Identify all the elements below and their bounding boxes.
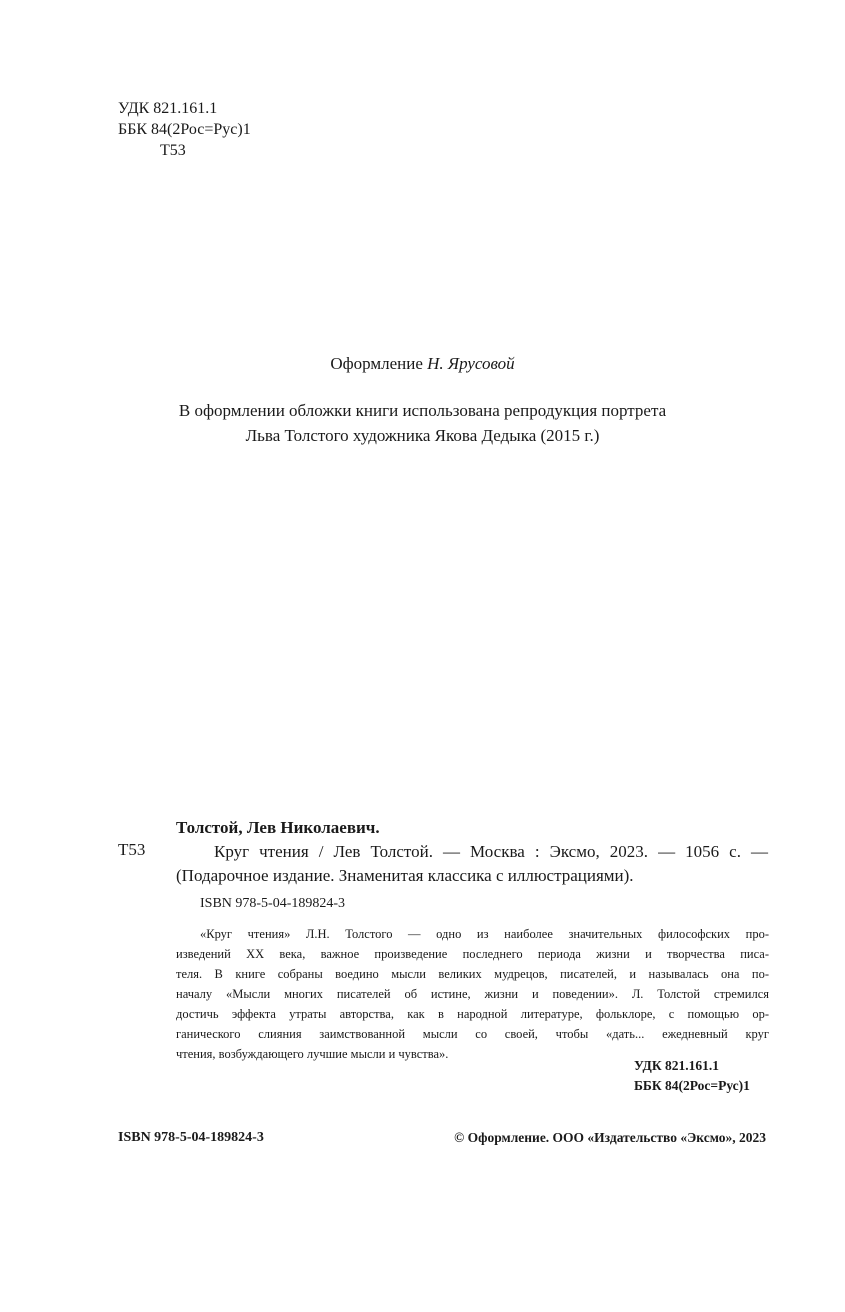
bibliographic-entry-line-2: (Подарочное издание. Знаменитая классика с иллюстрациями). [176, 866, 634, 885]
design-credit [0, 354, 845, 374]
bibliographic-entry-line-1: Круг чтения / Лев Толстой. — Москва : Эксмо, 2023. — 1056 с. — [214, 842, 768, 861]
annotation-line: достичь эффекта утраты авторства, как в народной литературе, фольклоре, с помощью ор- [176, 1007, 769, 1021]
annotation-line: началу «Мысли многих писателей об истине, жизни и поведении». Л. Толстой стремился [176, 987, 769, 1001]
cover-note-line-2: Льва Толстого художника Якова Дедыка (2015 г.) [245, 426, 600, 445]
bibliographic-entry [176, 840, 768, 888]
cover-note-line-1: В оформлении обложки книги использована репродукция портрета [178, 401, 667, 420]
annotation-line: «Круг чтения» Л.Н. Толстого — одно из наиболее значительных философских про- [200, 927, 769, 941]
author-heading: Толстой, Лев Николаевич. [176, 818, 380, 837]
annotation-line: теля. В книге собраны воедино мысли великих мудрецов, писателей, и называлась она по- [176, 967, 769, 981]
bottom-classification-codes [634, 1056, 750, 1096]
udk-code: УДК 821.161.1 [634, 1058, 719, 1073]
udk-code: УДК 821.161.1 [118, 100, 218, 117]
author-sign: Т53 [160, 142, 186, 159]
isbn-footer: ISBN 978-5-04-189824-3 [118, 1130, 264, 1145]
top-classification-codes [118, 98, 251, 161]
cover-note [0, 398, 845, 448]
designer-name: Н. Ярусовой [427, 354, 515, 373]
annotation-line: ганического слияния заимствованной мысли со своей, чтобы «дать... ежедневный круг [176, 1027, 769, 1041]
annotation [176, 924, 769, 1064]
isbn-inline: ISBN 978-5-04-189824-3 [200, 896, 346, 911]
design-credit-label: Оформление [330, 354, 423, 373]
annotation-line: изведений XX века, важное произведение последнего периода жизни и творчества писа- [176, 947, 769, 961]
annotation-line: чтения, возбуждающего лучшие мысли и чувства». [176, 1047, 449, 1061]
copyright-notice: © Оформление. ООО «Издательство «Эксмо», 2023 [454, 1130, 766, 1145]
bbk-code: ББК 84(2Рос=Рус)1 [118, 121, 251, 138]
bibliographic-sign: Т53 [118, 840, 146, 859]
bbk-code: ББК 84(2Рос=Рус)1 [634, 1078, 750, 1093]
